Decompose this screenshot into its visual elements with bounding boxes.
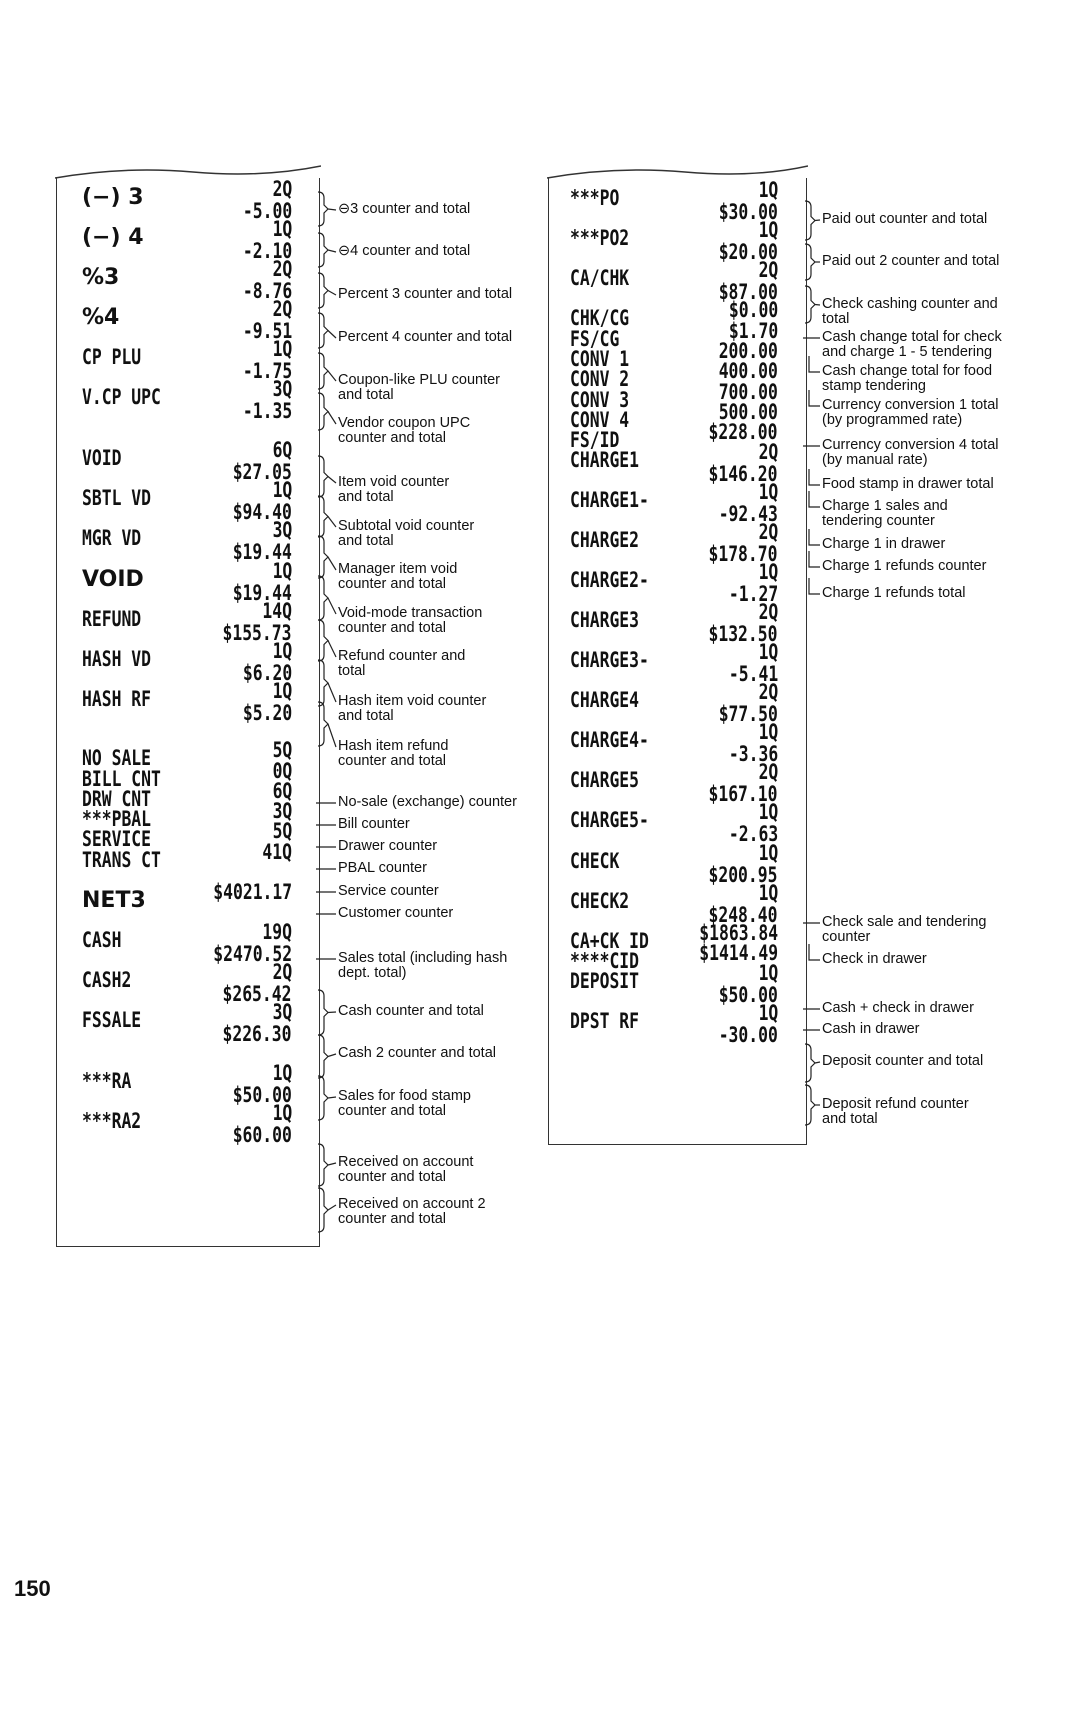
right-receipt-label: CHARGE5- [570, 808, 649, 832]
right-receipt-label: CONV 4 [570, 408, 630, 432]
right-annotation [822, 254, 999, 269]
leader-line [328, 1097, 336, 1098]
annotation-text-line: Paid out 2 counter and total [822, 253, 1000, 269]
left-receipt-value: $226.30 [222, 1021, 292, 1046]
annotation-text-line: PBAL counter [338, 860, 427, 876]
right-annotation [822, 1097, 969, 1127]
leader-line [328, 331, 336, 339]
left-receipt-label: CASH2 [82, 968, 132, 992]
left-receipt-label: NO SALE [82, 746, 152, 770]
right-receipt-value: -3.36 [728, 741, 778, 766]
left-annotation [338, 884, 439, 899]
left-annotation [338, 1046, 496, 1061]
right-receipt-value: 2Q [758, 258, 778, 282]
left-receipt-value: $6.20 [242, 660, 292, 685]
right-receipt-value: $167.10 [708, 781, 778, 806]
left-receipt-value: 3Q [272, 518, 292, 542]
annotation-text-line: Drawer counter [338, 838, 438, 854]
left-annotation [338, 861, 427, 876]
annotation-text-line: tendering counter [822, 513, 935, 529]
right-annotation [822, 438, 999, 468]
right-receipt-value: $1414.49 [699, 941, 778, 965]
right-receipt-label: CHARGE2 [570, 528, 640, 552]
left-receipt-value: 1Q [272, 1101, 292, 1125]
annotation-text-line: Charge 1 refunds total [822, 585, 966, 601]
right-receipt-label: DPST RF [570, 1009, 640, 1033]
annotation-text-line: Void-mode transaction [338, 605, 483, 621]
right-receipt-value: 1Q [758, 560, 778, 584]
right-receipt-value: 2Q [758, 600, 778, 624]
right-receipt-value: $146.20 [708, 461, 778, 486]
annotation-text-line: total [338, 663, 366, 679]
left-annotation [338, 795, 517, 810]
annotation-text-line: and total [338, 489, 394, 505]
left-receipt-value: 14Q [262, 599, 292, 623]
left-receipt-value: $265.42 [222, 981, 292, 1006]
leader-line [328, 371, 336, 381]
right-receipt-value: -92.43 [718, 501, 778, 526]
annotation-text-line: Coupon-like PLU counter [338, 372, 501, 388]
right-receipt-value: 500.00 [718, 400, 778, 424]
left-receipt-value: 41Q [262, 840, 292, 864]
annotation-text-line: counter and total [338, 753, 447, 769]
right-receipt-label: CA/CHK [570, 266, 630, 290]
left-receipt-label: FSSALE [82, 1008, 142, 1032]
right-receipt-label: CONV 2 [570, 367, 630, 391]
annotation-text-line: Service counter [338, 883, 439, 899]
left-receipt-value: 3Q [272, 377, 292, 401]
right-receipt-label: CHARGE4- [570, 728, 649, 752]
left-receipt-label: SBTL VD [82, 486, 152, 510]
leader-line [815, 1062, 820, 1063]
right-receipt-label: CONV 1 [570, 347, 630, 371]
left-receipt-value: 1Q [272, 679, 292, 703]
right-receipt-label: CHARGE3 [570, 608, 640, 632]
leader-line [328, 412, 336, 425]
left-annotation [338, 1089, 471, 1119]
leader-line [328, 1205, 336, 1210]
annotation-text-line: Percent 3 counter and total [338, 286, 513, 302]
left-annotation [338, 519, 474, 549]
leader-line [809, 390, 820, 406]
annotation-text-line: Item void counter [338, 474, 450, 490]
right-annotation [822, 1054, 983, 1069]
leader-line [328, 1054, 336, 1057]
annotation-text-line: counter and total [338, 620, 447, 636]
leader-line [328, 477, 336, 484]
right-receipt-label: CHARGE1 [570, 448, 640, 472]
left-receipt-label: DRW CNT [82, 787, 152, 811]
annotation-text-line: counter and total [338, 1211, 447, 1227]
right-receipt-value: $87.00 [718, 279, 778, 304]
leader-line [809, 578, 820, 594]
left-receipt-value: $19.44 [232, 580, 292, 605]
leader-line [809, 944, 820, 960]
right-annotation [822, 1001, 974, 1016]
left-receipt-value: $2470.52 [213, 941, 292, 966]
annotation-text-line: and total [822, 1111, 878, 1127]
left-annotation [338, 330, 512, 345]
left-receipt-value: 6Q [272, 438, 292, 462]
right-receipt-value: 1Q [758, 841, 778, 865]
left-annotation [338, 606, 482, 636]
right-receipt-value: $0.00 [728, 298, 778, 322]
annotation-text-line: total [822, 311, 850, 327]
right-annotation [822, 915, 986, 945]
right-receipt-label: ***PO [570, 186, 620, 210]
leader-line [328, 641, 336, 658]
right-annotation [822, 477, 994, 492]
annotation-text-line: Sales for food stamp [338, 1088, 471, 1104]
left-receipt-value: -9.51 [242, 318, 292, 343]
left-receipt-value: 1Q [272, 559, 292, 583]
annotation-text-line: Hash item void counter [338, 693, 487, 709]
left-receipt-value: $60.00 [232, 1122, 292, 1147]
left-receipt-label: V.CP UPC [82, 385, 161, 409]
annotation-text-line: No-sale (exchange) counter [338, 794, 517, 810]
right-receipt-value: $1.70 [728, 319, 778, 343]
right-receipt-value: 1Q [758, 800, 778, 824]
annotation-text-line: Received on account 2 [338, 1196, 486, 1212]
right-receipt-value: 1Q [758, 961, 778, 985]
annotation-text-line: Bill counter [338, 816, 410, 832]
left-receipt-value: 2Q [272, 960, 292, 984]
left-receipt-value: 0Q [272, 759, 292, 783]
left-receipt-value: 1Q [272, 478, 292, 502]
left-receipt-value: $4021.17 [213, 880, 292, 904]
annotation-text-line: Received on account [338, 1154, 474, 1170]
annotation-text-line: Cash change total for check [822, 329, 1002, 345]
annotation-text-line: and total [338, 708, 394, 724]
annotation-text-line: Cash change total for food [822, 363, 993, 379]
left-annotation [338, 373, 500, 403]
left-annotation [338, 817, 410, 832]
annotation-text-line: Cash 2 counter and total [338, 1045, 496, 1061]
annotation-text-line: Vendor coupon UPC [338, 415, 471, 431]
right-annotation [822, 1022, 920, 1037]
right-receipt-value: $20.00 [718, 239, 778, 264]
leader-line [809, 356, 820, 372]
right-receipt-label: CHK/CG [570, 306, 630, 330]
annotation-text-line: Paid out counter and total [822, 211, 988, 227]
right-receipt-value: $30.00 [718, 199, 778, 224]
right-receipt-label: CHARGE5 [570, 768, 640, 792]
annotation-text-line: dept. total) [338, 965, 407, 981]
left-receipt-value: -5.00 [242, 198, 292, 223]
annotation-text-line: Check sale and tendering [822, 914, 987, 930]
left-annotation [338, 906, 453, 921]
right-receipt-value: -2.63 [728, 821, 778, 846]
right-receipt-label: FS/CG [570, 327, 620, 351]
left-annotation [338, 1197, 486, 1227]
left-receipt-label: %4 [82, 305, 120, 330]
annotation-text-line: (by programmed rate) [822, 412, 963, 428]
left-receipt-value: -8.76 [242, 278, 292, 303]
right-annotation [822, 364, 992, 394]
right-receipt-label: CHECK2 [570, 889, 630, 913]
left-annotation [338, 1004, 484, 1019]
right-annotation [822, 586, 965, 601]
left-receipt-label: (−) 3 [82, 185, 144, 210]
right-receipt-value: -30.00 [718, 1022, 778, 1047]
left-receipt-value: $155.73 [222, 620, 292, 645]
right-annotation [822, 537, 945, 552]
left-receipt-label: MGR VD [82, 526, 142, 550]
left-receipt-value: -1.75 [242, 358, 292, 383]
right-receipt-value: 700.00 [718, 380, 778, 404]
annotation-text-line: counter and total [338, 576, 447, 592]
right-receipt-value: 1Q [758, 480, 778, 504]
left-receipt-value: 1Q [272, 1061, 292, 1085]
annotation-text-line: Refund counter and [338, 648, 466, 664]
annotation-text-line: ⊖4 counter and total [338, 243, 471, 259]
leader-line [815, 220, 820, 221]
annotation-text-line: ⊖3 counter and total [338, 201, 471, 217]
left-receipt-value: 2Q [272, 257, 292, 281]
left-annotation [338, 562, 457, 592]
left-annotation [338, 475, 449, 505]
left-receipt-label: %3 [82, 265, 120, 290]
left-receipt-label: NET3 [82, 888, 146, 913]
right-receipt-value: 400.00 [718, 359, 778, 383]
leader-line [809, 469, 820, 485]
leader-line [815, 305, 820, 306]
right-receipt-value: 1Q [758, 881, 778, 905]
right-receipt-label: DEPOSIT [570, 969, 640, 993]
annotation-text-line: Subtotal void counter [338, 518, 475, 534]
annotation-text-line: Cash in drawer [822, 1021, 920, 1037]
right-receipt-value: 200.00 [718, 339, 778, 363]
right-receipt-label: CHARGE2- [570, 568, 649, 592]
left-receipt-label: REFUND [82, 607, 142, 631]
left-receipt-value: $94.40 [232, 499, 292, 524]
left-receipt-value: -2.10 [242, 238, 292, 263]
left-receipt-value: 1Q [272, 337, 292, 361]
right-receipt-value: $132.50 [708, 621, 778, 646]
annotation-text-line: counter and total [338, 1169, 447, 1185]
right-annotation [822, 330, 1002, 360]
right-annotation [822, 499, 948, 529]
right-receipt-value: $1863.84 [699, 921, 778, 945]
left-receipt-value: $27.05 [232, 459, 292, 484]
annotation-text-line: Currency conversion 4 total [822, 437, 999, 453]
annotation-text-line: Sales total (including hash [338, 950, 508, 966]
left-receipt-value: 19Q [262, 920, 292, 944]
annotation-text-line: counter [822, 929, 871, 945]
annotation-text-line: Charge 1 in drawer [822, 536, 946, 552]
right-annotation [822, 952, 927, 967]
right-receipt-value: $248.40 [708, 902, 778, 927]
left-receipt-label: VOID [82, 446, 122, 470]
leader-line [809, 529, 820, 545]
right-receipt-value: $178.70 [708, 541, 778, 566]
right-receipt-value: $77.50 [718, 701, 778, 726]
right-receipt-value: $228.00 [708, 420, 778, 444]
leader-line [328, 724, 336, 747]
right-receipt-value: 2Q [758, 680, 778, 704]
left-receipt-label: TRANS CT [82, 848, 161, 872]
left-receipt-value: 1Q [272, 217, 292, 241]
left-receipt-value: $19.44 [232, 539, 292, 564]
left-receipt-value: 5Q [272, 819, 292, 843]
left-annotation [338, 951, 507, 981]
leader-line [809, 491, 820, 507]
right-receipt-value: 1Q [758, 178, 778, 202]
left-receipt-label: CASH [82, 928, 122, 952]
left-receipt-label: (−) 4 [82, 225, 144, 250]
right-receipt-value: 2Q [758, 520, 778, 544]
left-annotation [338, 694, 486, 724]
leader-line [809, 551, 820, 567]
leader-line [328, 209, 336, 210]
annotation-text-line: Manager item void [338, 561, 458, 577]
leader-line [328, 683, 336, 702]
right-receipt-label: CHARGE1- [570, 488, 649, 512]
left-receipt-value: $5.20 [242, 700, 292, 725]
left-receipt-value: 2Q [272, 297, 292, 321]
annotation-text-line: Cash counter and total [338, 1003, 484, 1019]
right-receipt-value: 1Q [758, 1001, 778, 1025]
annotation-text-line: Check in drawer [822, 951, 927, 967]
right-annotation [822, 398, 999, 428]
annotation-text-line: counter and total [338, 430, 447, 446]
left-annotation [338, 244, 470, 259]
annotation-text-line: Cash + check in drawer [822, 1000, 974, 1016]
left-receipt-value: 1Q [272, 639, 292, 663]
right-receipt-label: CHARGE4 [570, 688, 640, 712]
annotation-text-line: (by manual rate) [822, 452, 928, 468]
leader-line [328, 291, 336, 296]
left-receipt-label: HASH VD [82, 647, 152, 671]
left-annotation [338, 287, 512, 302]
page-number: 150 [14, 1576, 51, 1601]
left-annotation [338, 739, 448, 769]
left-receipt-value: 3Q [272, 1000, 292, 1024]
right-receipt-value: 1Q [758, 640, 778, 664]
annotation-text-line: Currency conversion 1 total [822, 397, 999, 413]
right-receipt-value: 1Q [758, 720, 778, 744]
annotation-text-line: Check cashing counter and [822, 296, 998, 312]
left-annotation [338, 649, 465, 679]
right-receipt-value: 2Q [758, 760, 778, 784]
left-receipt-value: -1.35 [242, 398, 292, 423]
left-receipt-value: 6Q [272, 779, 292, 803]
annotation-text-line: Customer counter [338, 905, 454, 921]
left-receipt-label: VOID [82, 567, 144, 592]
left-receipt-value: 2Q [272, 177, 292, 201]
annotation-text-line: and total [338, 387, 394, 403]
right-receipt-label: ***PO2 [570, 226, 630, 250]
leader-line [328, 517, 336, 528]
right-annotation [822, 212, 987, 227]
right-annotation [822, 559, 986, 574]
left-receipt-label: HASH RF [82, 687, 152, 711]
right-annotation [822, 297, 998, 327]
left-annotation [338, 416, 470, 446]
right-receipt-value: -1.27 [728, 581, 778, 606]
annotation-text-line: Charge 1 refunds counter [822, 558, 987, 574]
right-receipt-value: $50.00 [718, 982, 778, 1007]
annotation-text-line: counter and total [338, 1103, 447, 1119]
left-receipt-value: 3Q [272, 799, 292, 823]
annotation-text-line: stamp tendering [822, 378, 926, 394]
left-annotation [338, 1155, 473, 1185]
right-receipt-label: CONV 3 [570, 388, 630, 412]
annotation-text-line: Charge 1 sales and [822, 498, 948, 514]
right-receipt-value: 2Q [758, 440, 778, 464]
leader-line [328, 1163, 336, 1165]
left-receipt-value: $50.00 [232, 1082, 292, 1107]
right-receipt-value: 1Q [758, 218, 778, 242]
leader-line [328, 557, 336, 570]
annotation-text-line: and charge 1 - 5 tendering [822, 344, 993, 360]
right-receipt-label: ****CID [570, 949, 640, 973]
annotation-text-line: Food stamp in drawer total [822, 476, 994, 492]
left-annotation [338, 839, 437, 854]
annotation-text-line: Hash item refund [338, 738, 449, 754]
left-receipt-label: ***PBAL [82, 807, 152, 831]
annotation-text-line: Percent 4 counter and total [338, 329, 513, 345]
annotation-text-line: and total [338, 533, 394, 549]
annotation-text-line: Deposit refund counter [822, 1096, 969, 1112]
left-annotation [338, 202, 470, 217]
right-receipt-value: $200.95 [708, 862, 778, 887]
right-receipt-value: -5.41 [728, 661, 778, 686]
right-receipt-label: CA+CK ID [570, 929, 649, 953]
left-receipt-label: BILL CNT [82, 767, 161, 791]
annotation-text-line: Deposit counter and total [822, 1053, 984, 1069]
left-receipt-value: 5Q [272, 738, 292, 762]
right-receipt-label: CHARGE3- [570, 648, 649, 672]
left-receipt-label: CP PLU [82, 345, 142, 369]
leader-line [328, 598, 336, 614]
leader-line [328, 250, 336, 252]
left-receipt-label: ***RA [82, 1069, 132, 1093]
left-receipt-label: SERVICE [82, 827, 152, 851]
leader-line [328, 1012, 336, 1013]
left-receipt-label: ***RA2 [82, 1109, 142, 1133]
right-receipt-label: CHECK [570, 849, 620, 873]
right-receipt-label: FS/ID [570, 428, 620, 452]
